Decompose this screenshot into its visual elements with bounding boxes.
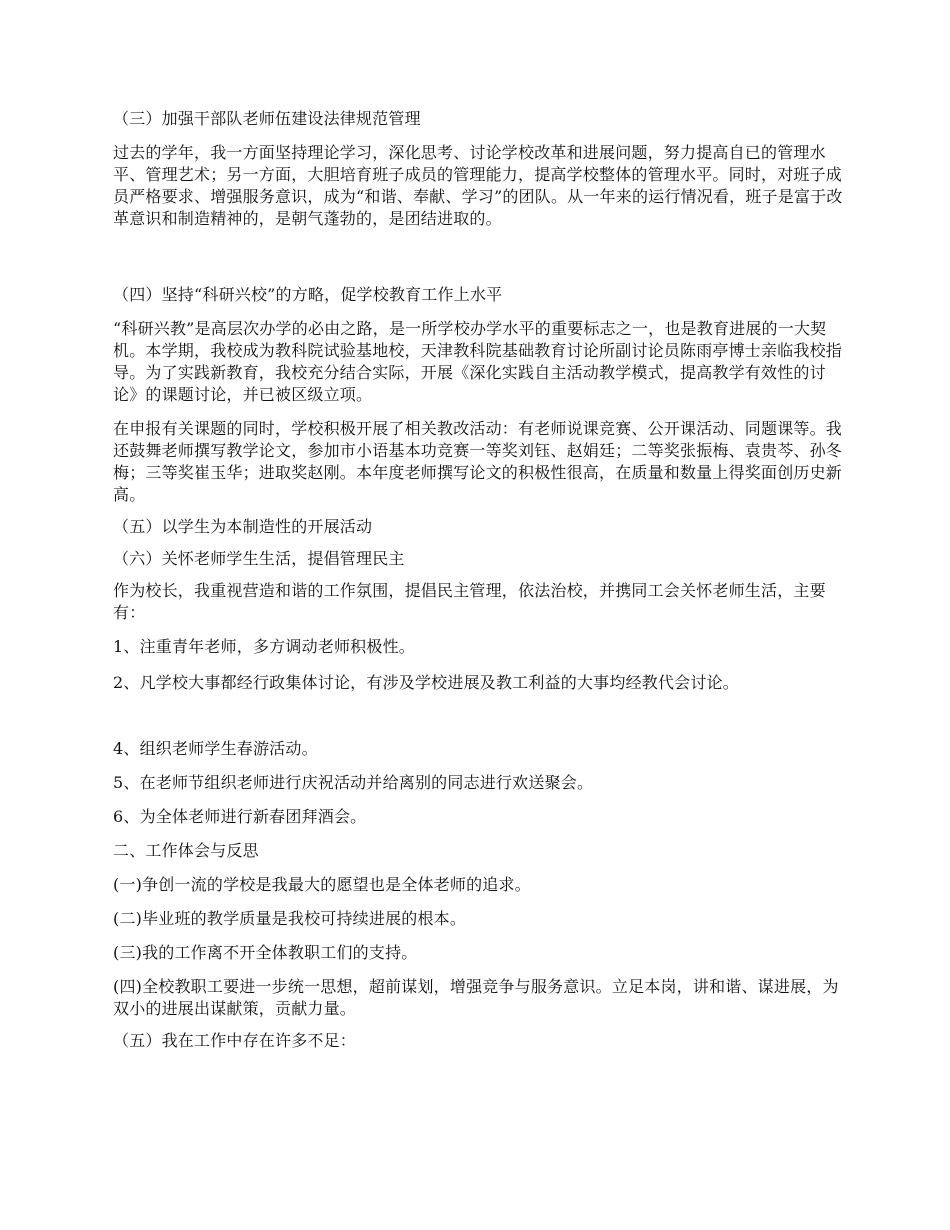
- paragraph-teaching-activities: 在申报有关课题的同时，学校积极开展了相关教改活动：有老师说课竞赛、公开课活动、同题课等。我还鼓舞老师撰写教学论文，参加市小语基本功竞赛一等奖刘钰、赵娟廷；二等奖张振梅、袁贵芩、孙冬梅；三等奖崔玉华；进取奖赵刚。本年度老师撰写论文的积极性很高，在质量和数量上得奖面创历史新高。: [113, 419, 843, 504]
- paragraph-research: “科研兴教”是高层次办学的必由之路，是一所学校办学水平的重要标志之一，也是教育进展的一大契机。本学期，我校成为教科院试验基地校，天津教科院基础教育讨论所副讨论员陈雨亭博士亲临我校指导。为了实践新教育，我校充分结合实际，开展《深化实践自主活动教学模式，提高教学有效性的讨论》的课题讨论，并已被区级立项。: [113, 319, 843, 404]
- reflection-item-3: (三)我的工作离不开全体教职工们的支持。: [113, 943, 418, 962]
- paragraph-principal-care: 作为校长，我重视营造和谐的工作氛围，提倡民主管理，依法治校，并携同工会关怀老师生活，主要有：: [113, 581, 826, 622]
- list-item-4: 4、组织老师学生春游活动。: [113, 739, 318, 758]
- list-item-2: 2、凡学校大事都经行政集体讨论，有涉及学校进展及教工利益的大事均经教代会讨论。: [113, 673, 739, 692]
- reflection-item-4: (四)全校教职工要进一步统一思想，超前谋划，增强竞争与服务意识。立足本岗，讲和谐、谋进展，为双小的进展出谋献策，贡献力量。: [113, 977, 839, 1018]
- document-body: [113, 108, 848, 1052]
- list-item-5: 5、在老师节组织老师进行庆祝活动并给离别的同志进行欢送聚会。: [113, 773, 594, 792]
- reflection-item-5: （五）我在工作中存在许多不足：: [113, 1031, 357, 1050]
- section-heading-6: （六）关怀老师学生生活，提倡管理民主: [113, 549, 405, 568]
- section-heading-3: （三）加强干部队老师伍建设法律规范管理: [113, 109, 421, 128]
- list-item-6: 6、为全体老师进行新春团拜酒会。: [113, 807, 367, 826]
- paragraph-leadership: 过去的学年，我一方面坚持理论学习，深化思考、讨论学校改革和进展问题，努力提高自已的管理水平、管理艺术；另一方面，大胆培育班子成员的管理能力，提高学校整体的管理水平。同时，对班子成员严格要求、增强服务意识，成为“和谐、奉献、学习”的团队。从一年来的运行情况看，班子是富于改革意识和制造精神的，是朝气蓬勃的，是团结进取的。: [113, 143, 843, 228]
- section-heading-5: （五）以学生为本制造性的开展活动: [113, 517, 373, 536]
- list-item-1: 1、注重青年老师，多方调动老师积极性。: [113, 637, 415, 656]
- reflection-item-2: (二)毕业班的教学质量是我校可持续进展的根本。: [113, 909, 467, 928]
- section-heading-4: （四）坚持“科研兴校”的方略，促学校教育工作上水平: [113, 285, 503, 304]
- reflection-item-1: (一)争创一流的学校是我最大的愿望也是全体老师的追求。: [113, 875, 531, 894]
- section-heading-reflection: 二、工作体会与反思: [113, 841, 259, 860]
